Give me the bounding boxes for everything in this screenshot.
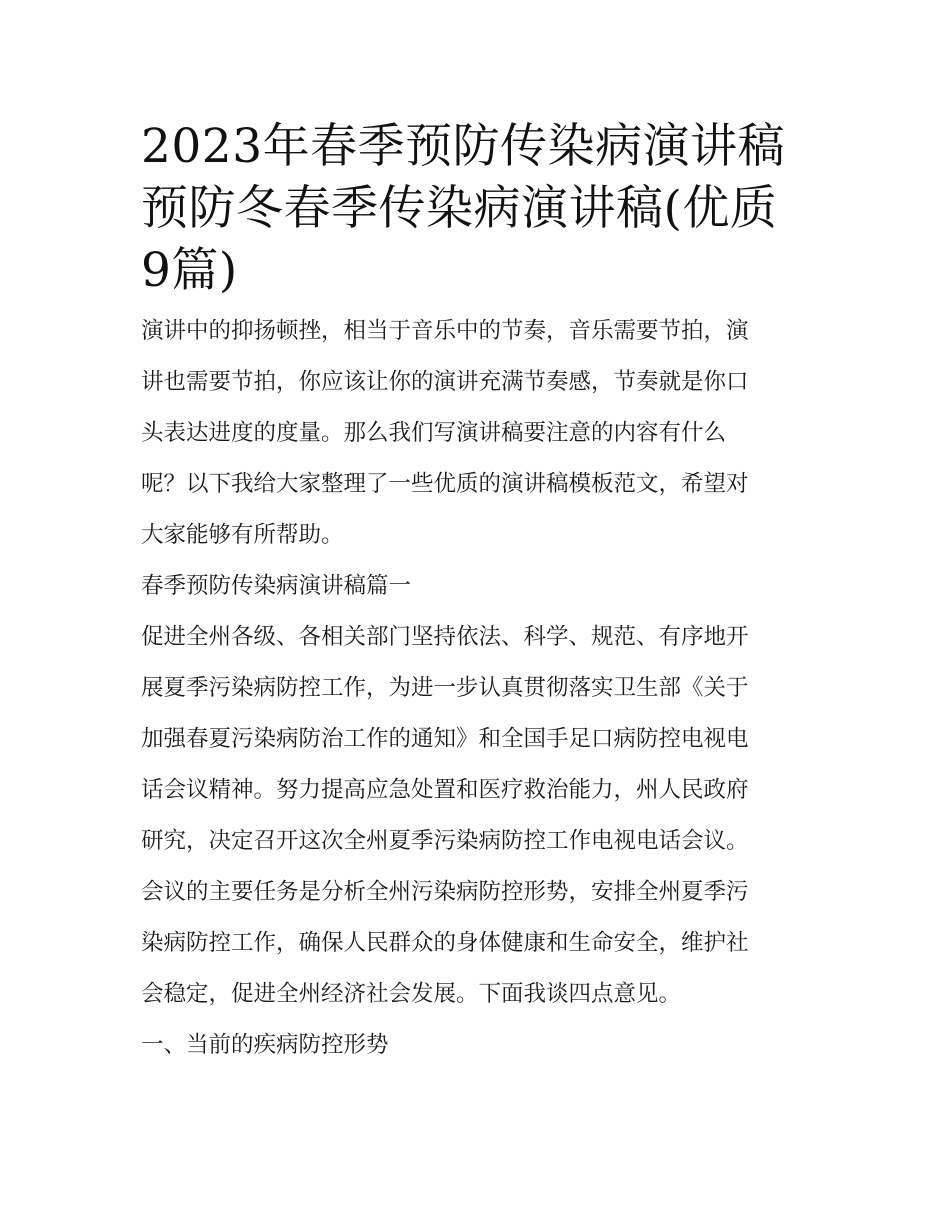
title-line-2: 预防冬春季传染病演讲稿(优质: [141, 181, 778, 236]
intro-paragraph: [141, 306, 813, 561]
section-heading: 春季预防传染病演讲稿篇一: [141, 573, 412, 599]
document-content: [141, 116, 813, 1071]
title-line-1: 2023年春季预防传染病演讲稿: [141, 119, 786, 174]
intro-line: 大家能够有所帮助。: [141, 522, 344, 548]
body-line: 加强春夏污染病防治工作的通知》和全国手足口病防控电视电: [141, 726, 749, 752]
body-line: 话会议精神。努力提高应急处置和医疗救治能力，州人民政府: [141, 777, 749, 803]
intro-line: 讲也需要节拍，你应该让你的演讲充满节奏感，节奏就是你口: [141, 369, 749, 395]
intro-line: 呢？以下我给大家整理了一些优质的演讲稿模板范文，希望对: [141, 471, 749, 497]
document-title: [141, 116, 813, 302]
body-line: 会议的主要任务是分析全州污染病防控形势，安排全州夏季污: [141, 879, 749, 905]
body-line: 展夏季污染病防控工作，为进一步认真贯彻落实卫生部《关于: [141, 675, 749, 701]
intro-line: 演讲中的抑扬顿挫，相当于音乐中的节奏，音乐需要节拍，演: [141, 318, 749, 344]
intro-line: 头表达进度的度量。那么我们写演讲稿要注意的内容有什么: [141, 420, 727, 446]
body-line: 染病防控工作，确保人民群众的身体健康和生命安全，维护社: [141, 930, 749, 956]
body-line: 会稳定，促进全州经济社会发展。下面我谈四点意见。: [141, 981, 682, 1007]
title-line-3: 9篇): [141, 243, 238, 298]
body-line: 研究，决定召开这次全州夏季污染病防控工作电视电话会议。: [141, 828, 749, 854]
body-paragraph: [141, 612, 813, 1020]
body-line: 促进全州各级、各相关部门坚持依法、科学、规范、有序地开: [141, 624, 749, 650]
subheading: 一、当前的疾病防控形势: [141, 1032, 389, 1058]
